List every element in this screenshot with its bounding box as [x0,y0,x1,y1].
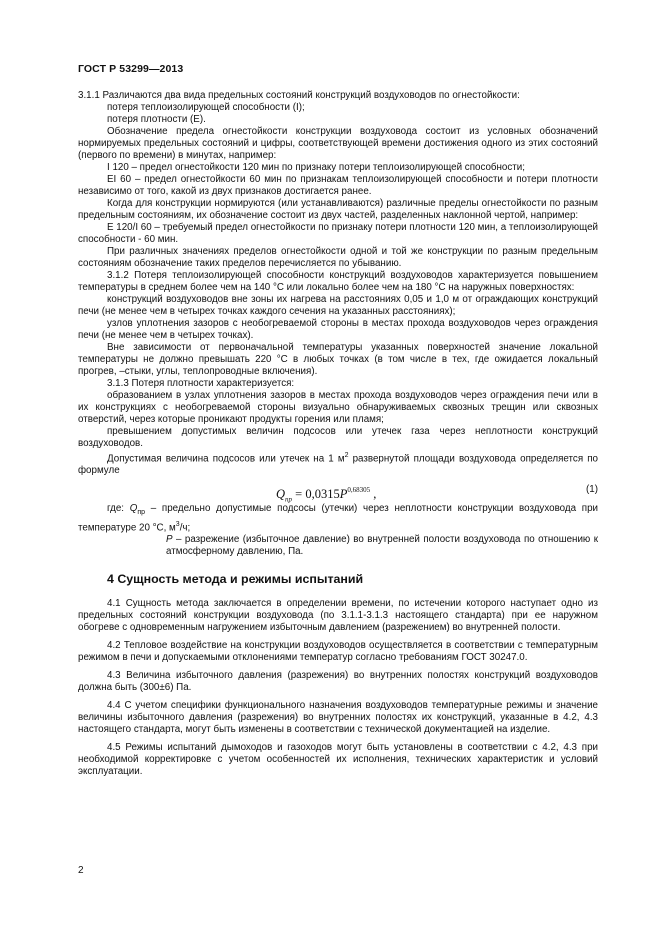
list-item: потеря плотности (Е). [107,114,206,125]
formula-tail: , [370,487,377,502]
page-number: 2 [78,865,84,876]
list-item: потеря теплоизолирующей способности (I); [107,102,305,113]
paragraph: При различных значениях пределов огнестойкости одной и той же конструкции по разным предельным состояниям обозначение таких пределов перечисляется по убыванию. [78,246,598,269]
list-item: образованием в узлах уплотнения зазоров в местах прохода воздуховодов через ограждения печи или в их конструкциях с необогреваемой стороны визуально обнаруживаемых сквозных трещин или сквозных отверстий, через которые проникают продукты горения или пламя; [78,390,598,425]
paragraph-3-1-3: 3.1.3 Потеря плотности характеризуется: [107,378,295,389]
paragraph: Когда для конструкции нормируются (или устанавливаются) различные пределы огнестойкости по разным предельным состояниям, их обозначение состоит из двух частей, разделенных наклонной чертой, например: [78,198,598,221]
paragraph-4-3: 4.3 Величина избыточного давления (разрежения) во внутренних полостях конструкций воздуховодов должна быть (300±6) Па. [78,670,598,694]
symbol-p: P [166,534,173,546]
paragraph-4-1: 4.1 Сущность метода заключается в определении времени, по истечении которого наступает одно из предельных состояний конструкции воздуховода (по 3.1.1-3.1.3 настоящего стандарта) при ее наружном обогреве с одновременным нагружением избыточным давлением (разрежением) во внутренней полости. [78,598,598,634]
symbol-q: Q [129,503,138,515]
example-item: Е 120/I 60 – требуемый предел огнестойкости по признаку потери плотности 120 мин, а теплоизолирующей способности - 60 мин. [78,222,599,245]
paragraph: Вне зависимости от первоначальной температуры указанных поверхностей значение локальной температуры не должно превышать 220 °С в любых точках (в том числе в тех, где ожидается локальный прогрев, –стыки, углы, теплопроводные включения). [78,342,598,377]
list-item: узлов уплотнения зазоров с необогреваемой стороны в местах прохода воздуховодов через ограждения печи (не менее чем в четырех точках). [78,318,598,341]
formula-1 [78,479,598,503]
paragraph-4-4: 4.4 С учетом специфики функционального назначения воздуховодов температурные режимы и значение величины избыточного давления (разрежения) во внутренних полостях их конструкций, указанные в 4.2, 4.3 настоящего стандарта, могут быть изменены в соответствии с технической документацией на изделие. [78,700,598,736]
list-item: превышением допустимых величин подсосов или утечек газа через неплотности конструкций воздуховодов. [78,426,598,449]
formula-coefficient: = 0,0315 [292,487,340,502]
document-body [78,90,598,778]
paragraph-3-1-1: 3.1.1 Различаются два вида предельных состояний конструкций воздуховодов по огнестойкости: [78,90,520,101]
formula-subscript: пр [285,495,293,504]
text-run: – предельно допустимые подсосы (утечки) через неплотности конструкции воздуховода при температуре 20 °С, м [78,503,598,534]
paragraph [78,450,598,477]
paragraph: Обозначение предела огнестойкости конструкции воздуховода состоит из условных обозначений нормируемых предельных состояний и цифры, соответствующей времени достижения одного из этих состояний (первого по времени) в минутах, например: [78,126,598,161]
formula-symbol-q: Q [276,487,286,502]
superscript: 2 [344,452,349,459]
example-item: I 120 – предел огнестойкости 120 мин по признаку потери теплоизолирующей способности; [107,162,525,173]
formula-expression [276,484,376,506]
text-run: развернутой площади воздуховода определяется по формуле [78,453,598,477]
where-clause [78,534,598,558]
example-item: EI 60 – предел огнестойкости 60 мин по признакам теплоизолирующей способности и потери плотности независимо от того, какой из двух признаков достигается ранее. [78,174,598,197]
section-title: 4 Сущность метода и режимы испытаний [107,572,364,587]
paragraph-4-2: 4.2 Тепловое воздействие на конструкции воздуховодов осуществляется в соответствии с температурным режимом в печи и допускаемыми отклонениями температур согласно требованиям ГОСТ 30247.0. [78,640,598,664]
formula-number: (1) [586,484,598,496]
paragraph-4-5: 4.5 Режимы испытаний дымоходов и газоходов могут быть установлены в соответствии с 4.2, 4.3 при необходимой корректировке с учетом особенностей их исполнения, технических характеристик и условий эксплуатации. [78,742,598,778]
formula-symbol-p: P [339,487,348,502]
where-clause [78,503,598,534]
text-run: где: [107,503,130,515]
paragraph-3-1-2: 3.1.2 Потеря теплоизолирующей способности конструкций воздуховодов характеризуется повышением температуры в среднем более чем на 140 °С или локально более чем на 180 °С на наружных поверхностях: [78,270,598,293]
document-header: ГОСТ Р 53299—2013 [78,63,184,75]
text-run: Допустимая величина подсосов или утечек на 1 м [107,453,345,465]
text-run: – разрежение (избыточное давление) во внутренней полости воздуховода по отношению к атмосферному давлению, Па. [166,534,598,558]
superscript: 3 [175,521,180,529]
subscript: пр [137,509,146,517]
text-run: /ч; [179,522,191,534]
formula-exponent: 0,68305 [347,486,371,495]
list-item: конструкций воздуховодов вне зоны их нагрева на расстояниях 0,05 и 1,0 м от ограждающих конструкций печи (не менее чем в четырех точках каждого сечения на указанных расстояниях); [78,294,598,317]
